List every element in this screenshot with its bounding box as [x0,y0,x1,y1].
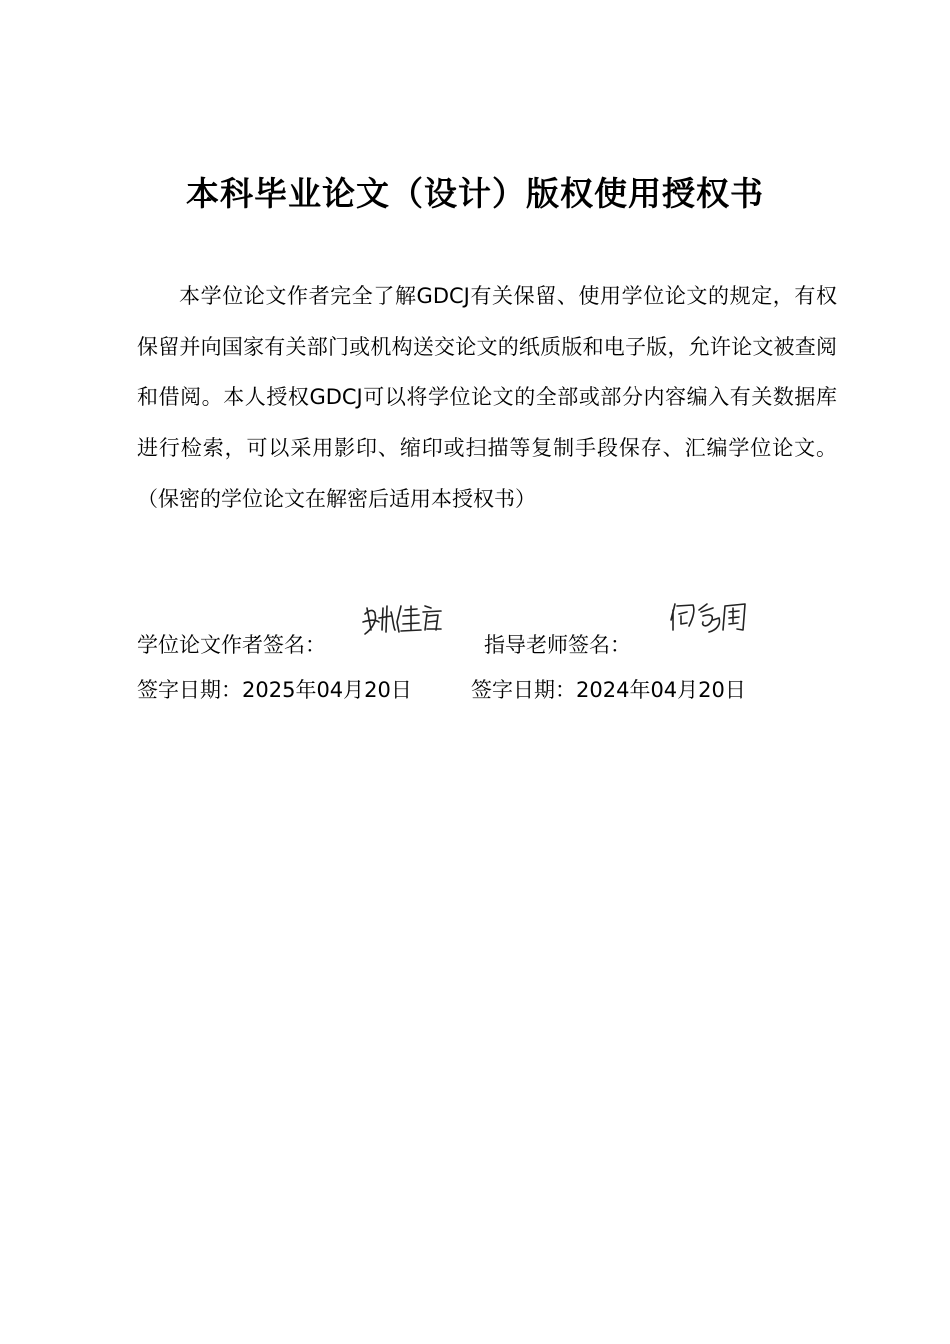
author-signature-label: 学位论文作者签名： [137,633,326,657]
advisor-signature-label: 指导老师签名： [484,633,631,657]
advisor-sign-date: 签字日期：2024年04月20日 [471,678,746,702]
author-handwritten-signature [361,600,445,644]
page-title: 本科毕业论文（设计）版权使用授权书 [186,174,764,213]
author-sign-date: 签字日期：2025年04月20日 [137,678,412,702]
advisor-handwritten-signature [669,596,759,642]
authorization-paragraph: 本学位论文作者完全了解GDCJ有关保留、使用学位论文的规定，有权保留并向国家有关部门或机构送交论文的纸质版和电子版，允许论文被查阅和借阅。本人授权GDCJ可以将学位论文的全部或部分内容编入有关数据库进行检索，可以采用影印、缩印或扫描等复制手段保存、汇编学位论文。（保密的学位论文在解密后适用本授权书） [137,284,837,511]
